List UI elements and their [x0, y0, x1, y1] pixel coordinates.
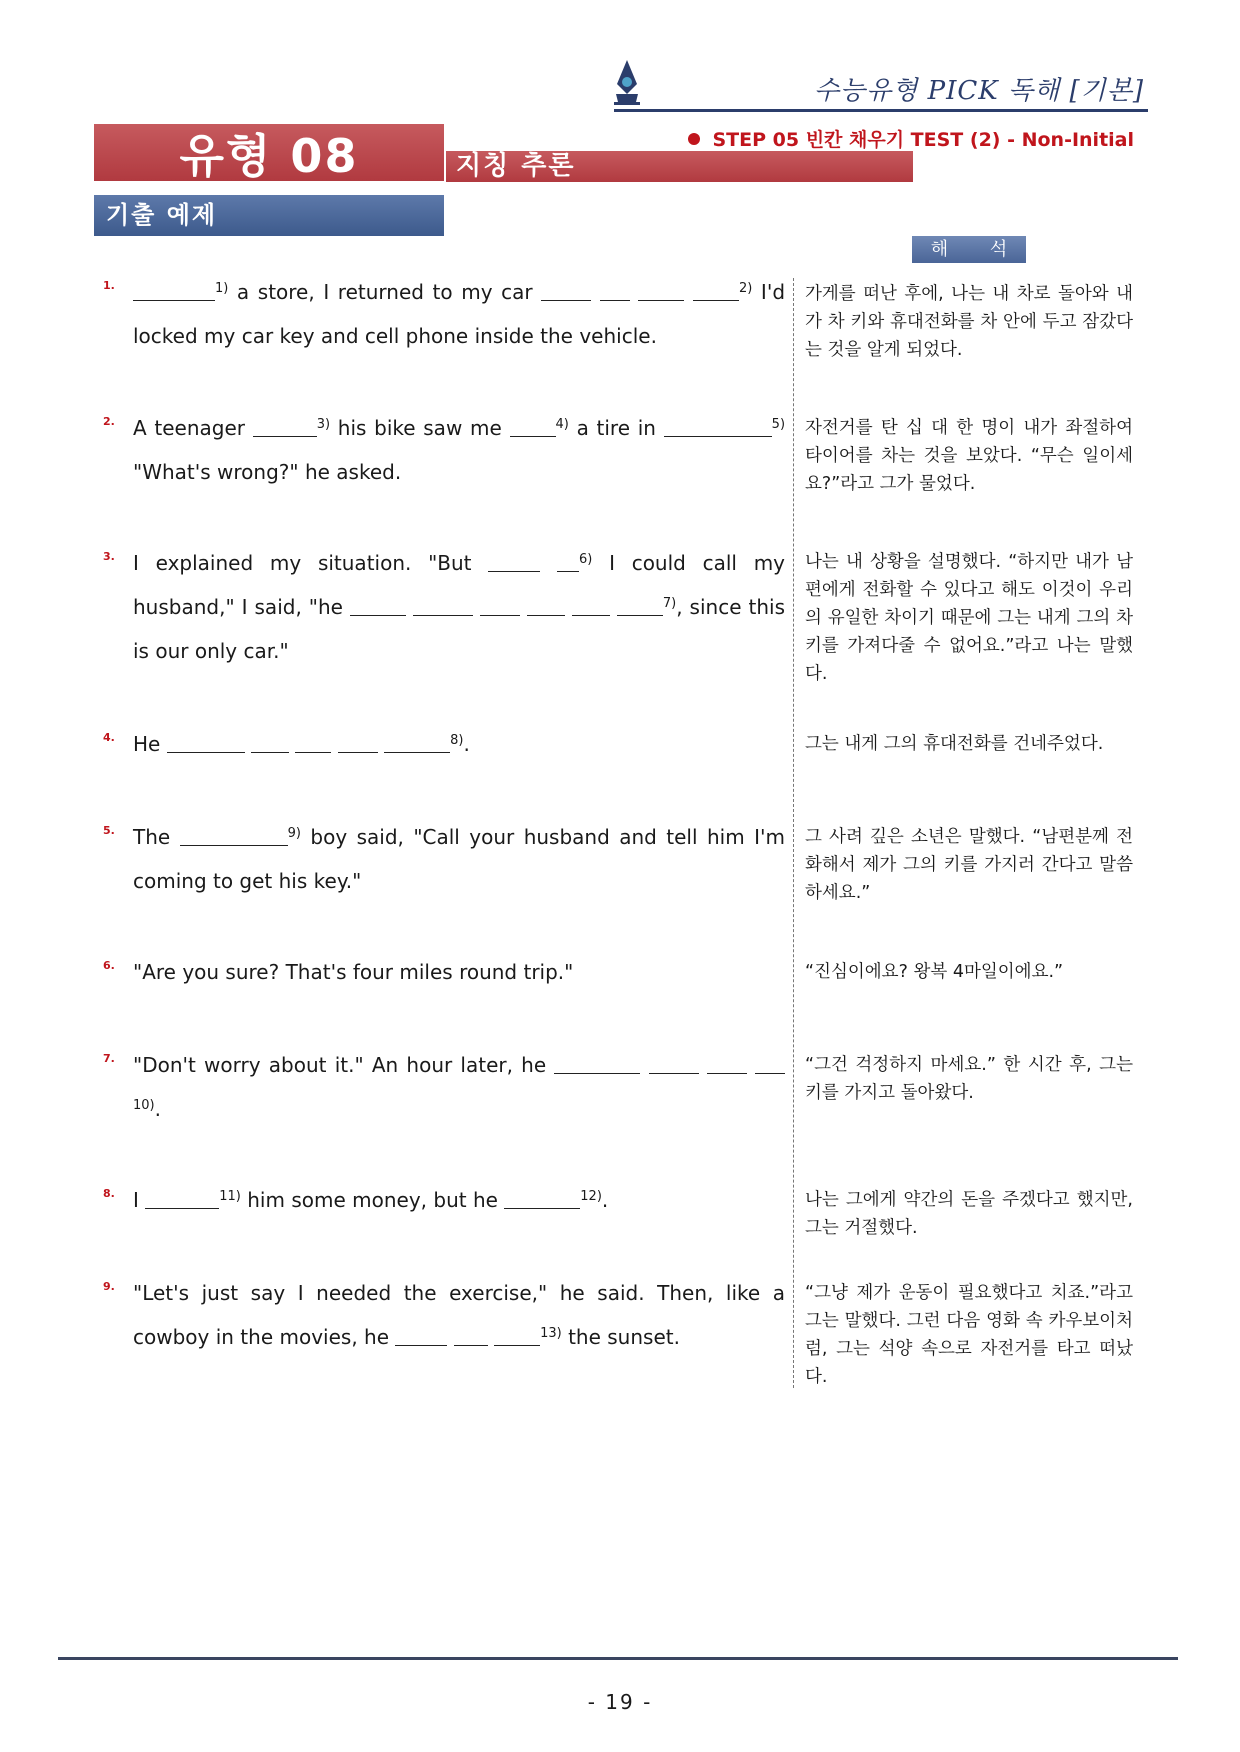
- column-divider: [793, 278, 794, 1388]
- question-text: "Let's just say I needed the exercise," he said. Then, like a cowboy in the movies, he: [133, 1281, 785, 1349]
- blank-field[interactable]: [664, 415, 772, 437]
- question-9: [103, 1271, 785, 1359]
- question-number: 5.: [103, 824, 115, 837]
- question-text: .: [601, 1188, 609, 1212]
- blank-field[interactable]: [504, 1187, 580, 1209]
- blank-field[interactable]: [480, 594, 520, 616]
- blank-field[interactable]: [350, 594, 406, 616]
- blank-number: 6): [579, 552, 593, 567]
- question-number: 2.: [103, 415, 115, 428]
- blank-field[interactable]: [557, 550, 579, 572]
- translation-5: 그 사려 깊은 소년은 말했다. “남편분께 전화해서 제가 그의 키를 가지러 간다고 말씀하세요.”: [805, 827, 1133, 903]
- type-label: 유형 08: [94, 124, 444, 181]
- blank-field[interactable]: [693, 279, 739, 301]
- question-8: [103, 1178, 785, 1222]
- blank-field[interactable]: [145, 1187, 219, 1209]
- blank-field[interactable]: [494, 1324, 540, 1346]
- blank-field[interactable]: [180, 824, 288, 846]
- blank-number: 11): [219, 1189, 241, 1204]
- blank-field[interactable]: [488, 550, 540, 572]
- question-text: I: [133, 1188, 146, 1212]
- translation-4: 그는 내게 그의 휴대전화를 건네주었다.: [805, 734, 1104, 754]
- question-text: his bike saw me: [330, 416, 510, 440]
- question-7: [103, 1043, 785, 1131]
- blank-field[interactable]: [384, 731, 450, 753]
- question-number: 4.: [103, 731, 115, 744]
- blank-number: 4): [555, 417, 569, 432]
- blank-field[interactable]: [755, 1052, 785, 1074]
- question-text: a store, I returned to my car: [228, 280, 542, 304]
- question-number: 3.: [103, 550, 115, 563]
- blank-field[interactable]: [600, 279, 630, 301]
- translation-6: “진심이에요? 왕복 4마일이에요.”: [805, 962, 1064, 982]
- question-3: [103, 541, 785, 673]
- question-text: I could call my husband," I said, "he: [133, 551, 786, 619]
- question-number: 1.: [103, 279, 115, 292]
- question-text: "Are you sure? That's four miles round trip.": [133, 960, 574, 984]
- step-heading: [688, 125, 1134, 152]
- brand-title: 수능유형 PICK 독해 [기본]: [813, 76, 1144, 106]
- question-number: 7.: [103, 1052, 115, 1065]
- header-rule: [614, 109, 1148, 112]
- blank-field[interactable]: [454, 1324, 488, 1346]
- blank-number: 13): [540, 1326, 562, 1341]
- blank-field[interactable]: [395, 1324, 447, 1346]
- type-subtitle: 지칭 추론: [446, 151, 913, 182]
- question-1: [103, 270, 785, 358]
- blank-field[interactable]: [707, 1052, 747, 1074]
- blank-field[interactable]: [572, 594, 610, 616]
- question-text: "Don't worry about it." An hour later, he: [133, 1053, 555, 1077]
- blank-number: 1): [215, 281, 229, 296]
- question-text: , since this is our only car.": [133, 595, 785, 663]
- translation-8: 나는 그에게 약간의 돈을 주겠다고 했지만, 그는 거절했다.: [805, 1190, 1133, 1238]
- bullet-dot-icon: [688, 133, 700, 145]
- question-text: boy said, "Call your husband and tell him I'm coming to get his key.": [133, 825, 785, 893]
- footer-rule: [58, 1657, 1178, 1660]
- blank-number: 2): [738, 281, 753, 296]
- blank-field[interactable]: [638, 279, 684, 301]
- question-text: .: [463, 732, 470, 756]
- blank-field[interactable]: [251, 731, 289, 753]
- blank-number: 5): [771, 417, 786, 432]
- question-text: A teenager: [133, 416, 253, 440]
- blank-field[interactable]: [167, 731, 245, 753]
- question-text: He: [133, 732, 167, 756]
- question-text: the sunset.: [561, 1325, 680, 1349]
- blank-number: 10): [133, 1098, 155, 1113]
- question-2: [103, 406, 785, 494]
- question-5: [103, 815, 785, 903]
- blank-field[interactable]: [510, 415, 556, 437]
- blank-field[interactable]: [617, 594, 663, 616]
- blank-number: 12): [580, 1189, 602, 1204]
- question-text: "What's wrong?" he asked.: [133, 460, 402, 484]
- question-number: 9.: [103, 1280, 115, 1293]
- page-number: - 19 -: [587, 1690, 653, 1714]
- question-text: I'd locked my car key and cell phone inside the vehicle.: [133, 280, 786, 348]
- question-6: [103, 950, 785, 994]
- blank-field[interactable]: [413, 594, 473, 616]
- question-4: [103, 722, 785, 766]
- translation-3: 나는 내 상황을 설명했다. “하지만 내가 남편에게 전화할 수 있다고 해도 이것이 우리의 유일한 차이기 때문에 그는 내게 그의 차 키를 가져다줄 수 없어요.”라고 나는 말했다.: [805, 552, 1133, 684]
- blank-field[interactable]: [338, 731, 378, 753]
- blank-number: 3): [316, 417, 331, 432]
- translation-2: 자전거를 탄 십 대 한 명이 내가 좌절하여 타이어를 차는 것을 보았다. “무슨 일이세요?”라고 그가 물었다.: [805, 418, 1133, 494]
- blank-field[interactable]: [554, 1052, 640, 1074]
- question-number: 8.: [103, 1187, 115, 1200]
- blank-field[interactable]: [133, 279, 215, 301]
- question-text: .: [154, 1097, 161, 1121]
- blank-field[interactable]: [541, 279, 591, 301]
- blank-field[interactable]: [295, 731, 331, 753]
- example-section-label: 기출 예제: [94, 195, 444, 236]
- translation-label: 해 석: [912, 236, 1026, 263]
- blank-field[interactable]: [527, 594, 565, 616]
- question-text: a tire in: [568, 416, 664, 440]
- question-number: 6.: [103, 959, 115, 972]
- blank-field[interactable]: [253, 415, 317, 437]
- blank-number: 9): [287, 826, 301, 841]
- translation-7: “그건 걱정하지 마세요.” 한 시간 후, 그는 키를 가지고 돌아왔다.: [805, 1055, 1133, 1103]
- question-text: I explained my situation. "But: [133, 551, 489, 575]
- translation-1: 가게를 떠난 후에, 나는 내 차로 돌아와 내가 차 키와 휴대전화를 차 안에 두고 잠갔다는 것을 알게 되었다.: [805, 284, 1133, 360]
- step-text: STEP 05 빈칸 채우기 TEST (2) - Non-Initial: [712, 129, 1134, 151]
- blank-field[interactable]: [649, 1052, 699, 1074]
- blank-number: 7): [662, 596, 677, 611]
- fountain-pen-logo-icon: [612, 58, 642, 108]
- blank-number: 8): [450, 733, 464, 748]
- question-text: him some money, but he: [240, 1188, 505, 1212]
- translation-9: “그냥 제가 운동이 필요했다고 치죠.”라고 그는 말했다. 그런 다음 영화 속 카우보이처럼, 그는 석양 속으로 자전거를 타고 떠났다.: [805, 1283, 1133, 1387]
- question-text: The: [133, 825, 180, 849]
